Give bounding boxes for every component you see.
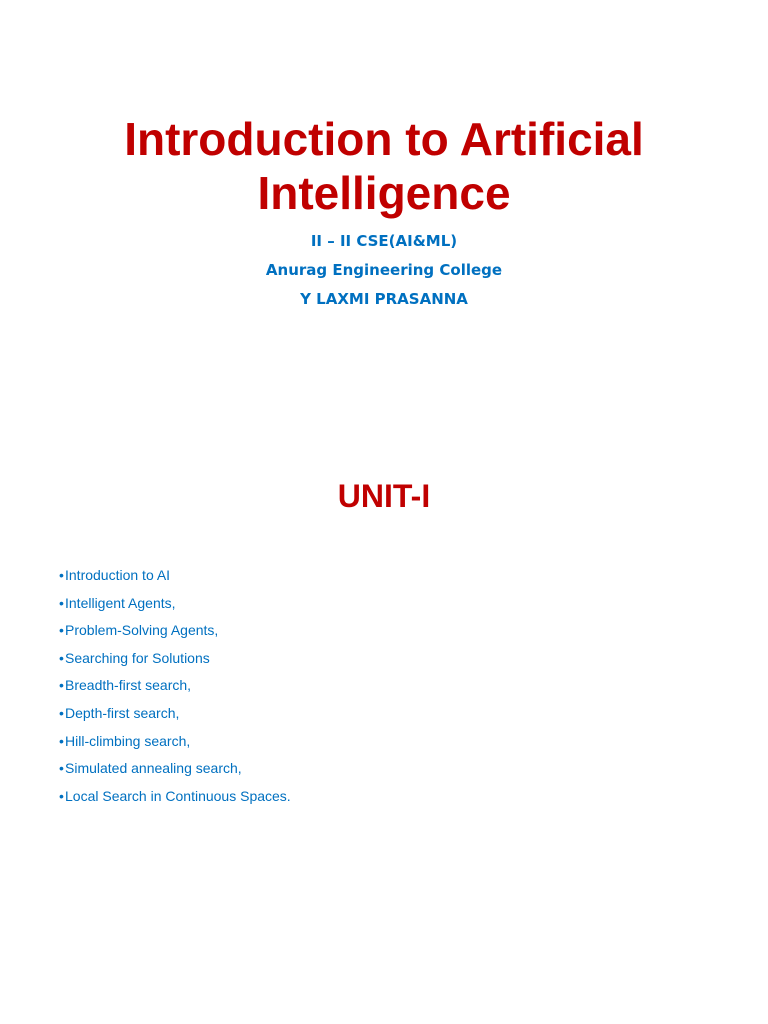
- bullet-icon: •: [59, 594, 64, 611]
- topic-item: [59, 755, 291, 783]
- page-title: [0, 112, 768, 220]
- topic-label: Local Search in Continuous Spaces.: [65, 787, 291, 804]
- topic-label: Introduction to AI: [65, 567, 171, 583]
- topic-item: [59, 590, 291, 618]
- bullet-icon: •: [59, 704, 64, 721]
- topic-item: [59, 562, 291, 590]
- topic-item: [59, 700, 291, 728]
- topic-item: [59, 617, 291, 645]
- title-block: [0, 112, 768, 220]
- topic-label: Problem-Solving Agents,: [65, 622, 219, 639]
- title-line-1: Introduction to Artificial: [124, 113, 644, 165]
- topic-item: [59, 783, 291, 811]
- topic-label: Searching for Solutions: [65, 649, 210, 666]
- bullet-icon: •: [59, 677, 64, 694]
- topic-label: Hill-climbing search,: [65, 732, 191, 749]
- title-line-2: Intelligence: [257, 167, 511, 219]
- topic-item: [59, 645, 291, 673]
- bullet-icon: •: [59, 622, 64, 639]
- bullet-icon: •: [59, 787, 64, 804]
- subtitle-block: [0, 227, 768, 314]
- topic-label: Depth-first search,: [65, 704, 180, 721]
- topic-label: Intelligent Agents,: [65, 594, 176, 611]
- unit-heading: UNIT-I: [337, 478, 431, 514]
- topic-label: Simulated annealing search,: [65, 760, 242, 777]
- author-name: Y LAXMI PRASANNA: [300, 290, 468, 308]
- topic-label: Breadth-first search,: [65, 677, 192, 694]
- bullet-icon: •: [59, 732, 64, 749]
- course-label: II – II CSE(AI&ML): [310, 232, 458, 250]
- college-name: Anurag Engineering College: [265, 261, 503, 279]
- bullet-icon: •: [59, 567, 64, 583]
- bullet-icon: •: [59, 760, 64, 777]
- topic-item: [59, 728, 291, 756]
- topic-item: [59, 672, 291, 700]
- topic-list: [59, 562, 291, 810]
- bullet-icon: •: [59, 649, 64, 666]
